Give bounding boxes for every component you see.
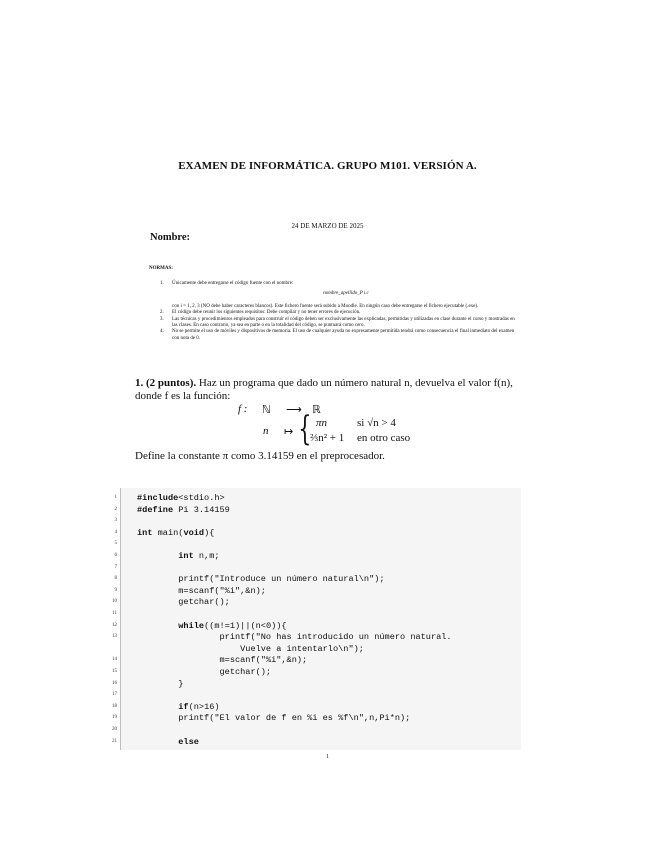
code-line xyxy=(114,538,521,550)
code-listing xyxy=(112,488,521,750)
line-number: 20 xyxy=(112,727,117,732)
code-line xyxy=(114,504,521,516)
code-text: if(n>16) xyxy=(178,701,220,712)
code-text: m=scanf("%i",&n); xyxy=(137,585,266,596)
rule-item xyxy=(148,281,520,310)
line-number: 17 xyxy=(112,692,117,698)
code-text: Vuelve a intentarlo\n"); xyxy=(137,643,364,654)
page-number: 1 xyxy=(326,754,329,760)
code-text: #include<stdio.h> xyxy=(137,493,225,503)
problem-heading: 1. (2 puntos). xyxy=(135,377,197,389)
line-number: 13 xyxy=(112,634,117,640)
code-text: m=scanf("%i",&n); xyxy=(137,655,308,666)
code-line xyxy=(114,515,521,527)
code-line xyxy=(112,596,521,608)
filename-format: nombre_apellido_P i.c xyxy=(323,291,369,297)
line-number: 11 xyxy=(112,611,117,616)
code-line xyxy=(121,643,521,655)
line-number: 6 xyxy=(114,553,117,558)
rule-number: 3. xyxy=(160,316,164,322)
rule-item xyxy=(148,317,520,330)
line-number: 19 xyxy=(112,715,117,721)
code-line xyxy=(112,724,521,736)
problem-statement xyxy=(135,377,520,403)
case-1-condition: si √n > 4 xyxy=(357,417,396,429)
code-text: else xyxy=(178,736,199,747)
brace-icon: { xyxy=(298,409,312,449)
maps-to-icon: ↦ xyxy=(284,426,294,438)
rules-list xyxy=(148,281,520,342)
code-text: while((m!=1)||(n<0)){ xyxy=(178,620,287,631)
line-number: 18 xyxy=(112,703,117,709)
rule-number: 1. xyxy=(160,281,164,286)
line-number: 21 xyxy=(112,738,117,744)
code-text: getchar(); xyxy=(137,597,230,608)
code-line xyxy=(112,666,521,678)
code-line xyxy=(112,689,521,701)
code-line xyxy=(114,492,521,504)
line-number: 16 xyxy=(112,680,117,686)
line-number: 8 xyxy=(114,576,117,582)
code-line xyxy=(112,654,521,666)
line-number: 12 xyxy=(112,622,117,628)
code-line xyxy=(112,631,521,643)
code-line xyxy=(114,527,521,539)
code-line xyxy=(114,562,521,574)
arrow-icon: ⟶ xyxy=(286,404,302,416)
code-text: } xyxy=(137,678,184,689)
code-text: printf("No has introducido un número natural. xyxy=(137,632,452,643)
line-number: 14 xyxy=(112,657,117,663)
line-number: 15 xyxy=(112,669,117,674)
line-number: 2 xyxy=(114,506,117,512)
code-text: int n,m; xyxy=(178,551,220,561)
line-number: 4 xyxy=(114,529,117,535)
variable-n: n xyxy=(263,425,269,437)
rule-text: Las técnicas y procedimientos empleados para construir el código deben ser exclusivamente las explicadas, permitidas y utilizadas en clase durante el curso y mostradas en las clases. En caso contrario, ya sea en parte o en la totalidad del código, se puntuará como cero. xyxy=(172,316,515,329)
exam-date: 24 DE MARZO DE 2025 xyxy=(291,222,364,230)
rule-number: 4. xyxy=(160,329,164,335)
code-line xyxy=(114,573,521,585)
code-text: getchar(); xyxy=(137,667,272,677)
codomain-symbol: ℝ xyxy=(312,404,321,416)
rule-number: 2. xyxy=(160,310,164,316)
code-text: printf("Introduce un número natural\n"); xyxy=(137,574,385,585)
line-number: 9 xyxy=(114,587,117,593)
case-2-value: ⅔n² + 1 xyxy=(310,432,345,444)
rule-text: Únicamente debe entregarse el código fuente con el nombre: xyxy=(172,281,294,286)
code-line xyxy=(114,585,521,597)
line-number: 5 xyxy=(114,541,117,547)
function-definition xyxy=(232,403,482,449)
case-2-condition: en otro caso xyxy=(357,432,411,444)
rule-item xyxy=(148,329,520,342)
define-instruction: Define la constante π como 3.14159 en el preprocesador. xyxy=(135,450,385,462)
rule-text: El código debe reunir los siguientes requisitos: Debe compilar y no tener errores de ejecución. xyxy=(172,310,361,316)
line-number: 3 xyxy=(114,518,117,524)
normas-heading: NORMAS: xyxy=(149,266,173,271)
code-line xyxy=(112,736,521,748)
code-line xyxy=(114,550,521,562)
line-number: 1 xyxy=(114,495,117,500)
code-line xyxy=(112,608,521,620)
case-1-value: πn xyxy=(316,417,328,429)
name-label: Nombre: xyxy=(150,232,191,243)
code-line xyxy=(112,620,521,632)
line-number: 7 xyxy=(114,564,117,570)
code-text: int main(void){ xyxy=(137,527,215,538)
domain-symbol: ℕ xyxy=(262,404,271,416)
problem-text: Haz un programa que dado un número natural n, devuelva el valor f(n), donde f es la función: xyxy=(135,377,513,402)
rule-text: No se permite el uso de móviles y dispositivos de memoria. El uso de cualquier ayuda no expresamente permitida tendrá como consecuencia el final inmediato del examen con nota de 0. xyxy=(172,329,515,341)
rule-text-tail: con i = 1, 2, 3 (NO debe haber caracteres blancos). Este fichero fuente será subido a Moodle. En ningún caso debe entregarse el fichero ejecutable (.exe). xyxy=(172,303,479,309)
function-name: f : xyxy=(238,403,248,415)
exam-title: EXAMEN DE INFORMÁTICA. GRUPO M101. VERSIÓN A. xyxy=(178,160,477,172)
code-line xyxy=(112,678,521,690)
code-text: printf("El valor de f en %i es %f\n",n,Pi*n); xyxy=(137,713,411,724)
code-text: #define Pi 3.14159 xyxy=(137,504,230,515)
code-line xyxy=(112,701,521,713)
line-number: 10 xyxy=(112,599,117,605)
code-line xyxy=(112,712,521,724)
